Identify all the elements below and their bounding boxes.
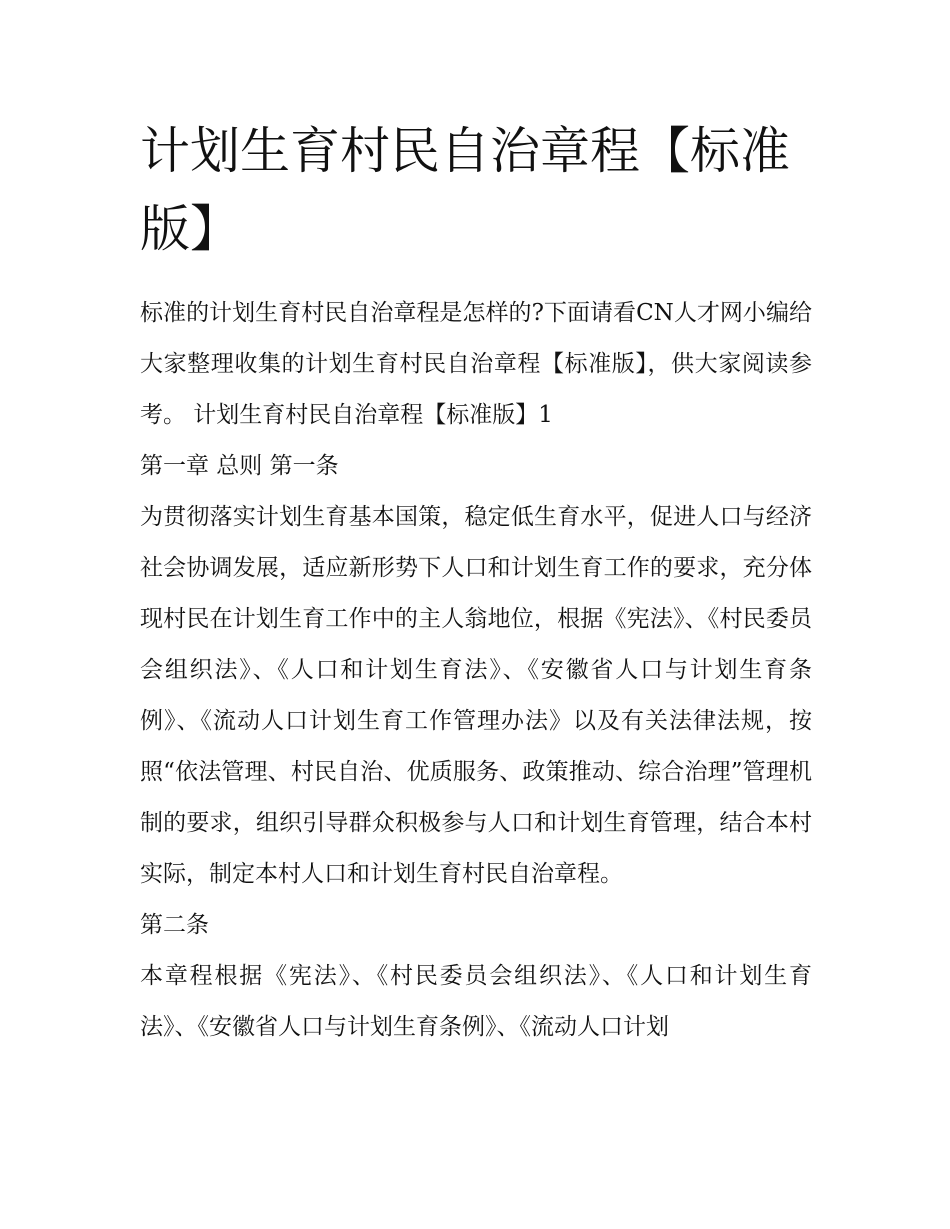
document-title: 计划生育村民自治章程【标准版】 (140, 122, 790, 258)
chapter-heading: 第一章 总则 第一条 (140, 453, 339, 479)
intro-paragraph: 标准的计划生育村民自治章程是怎样的?下面请看CN人才网小编给大家整理收集的计划生育村民自治章程【标准版】，供大家阅读参考。 计划生育村民自治章程【标准版】1 (140, 300, 812, 428)
article-1-body: 为贯彻落实计划生育基本国策，稳定低生育水平，促进人口与经济社会协调发展，适应新形势下人口和计划生育工作的要求，充分体现村民在计划生育工作中的主人翁地位，根据《宪法》、《村民委员会组织法》、《人口和计划生育法》、《安徽省人口与计划生育条例》、《流动人口计划生育工作管理办法》以及有关法律法规，按照“依法管理、村民自治、优质服务、政策推动、综合治理”管理机制的要求，组织引导群众积极参与人口和计划生育管理，结合本村实际，制定本村人口和计划生育村民自治章程。 (140, 504, 812, 887)
document-page (140, 112, 812, 1053)
article-2-heading: 第二条 (140, 912, 209, 938)
article-2-body: 本章程根据《宪法》、《村民委员会组织法》、《人口和计划生育法》、《安徽省人口与计划生育条例》、《流动人口计划 (140, 963, 812, 1040)
